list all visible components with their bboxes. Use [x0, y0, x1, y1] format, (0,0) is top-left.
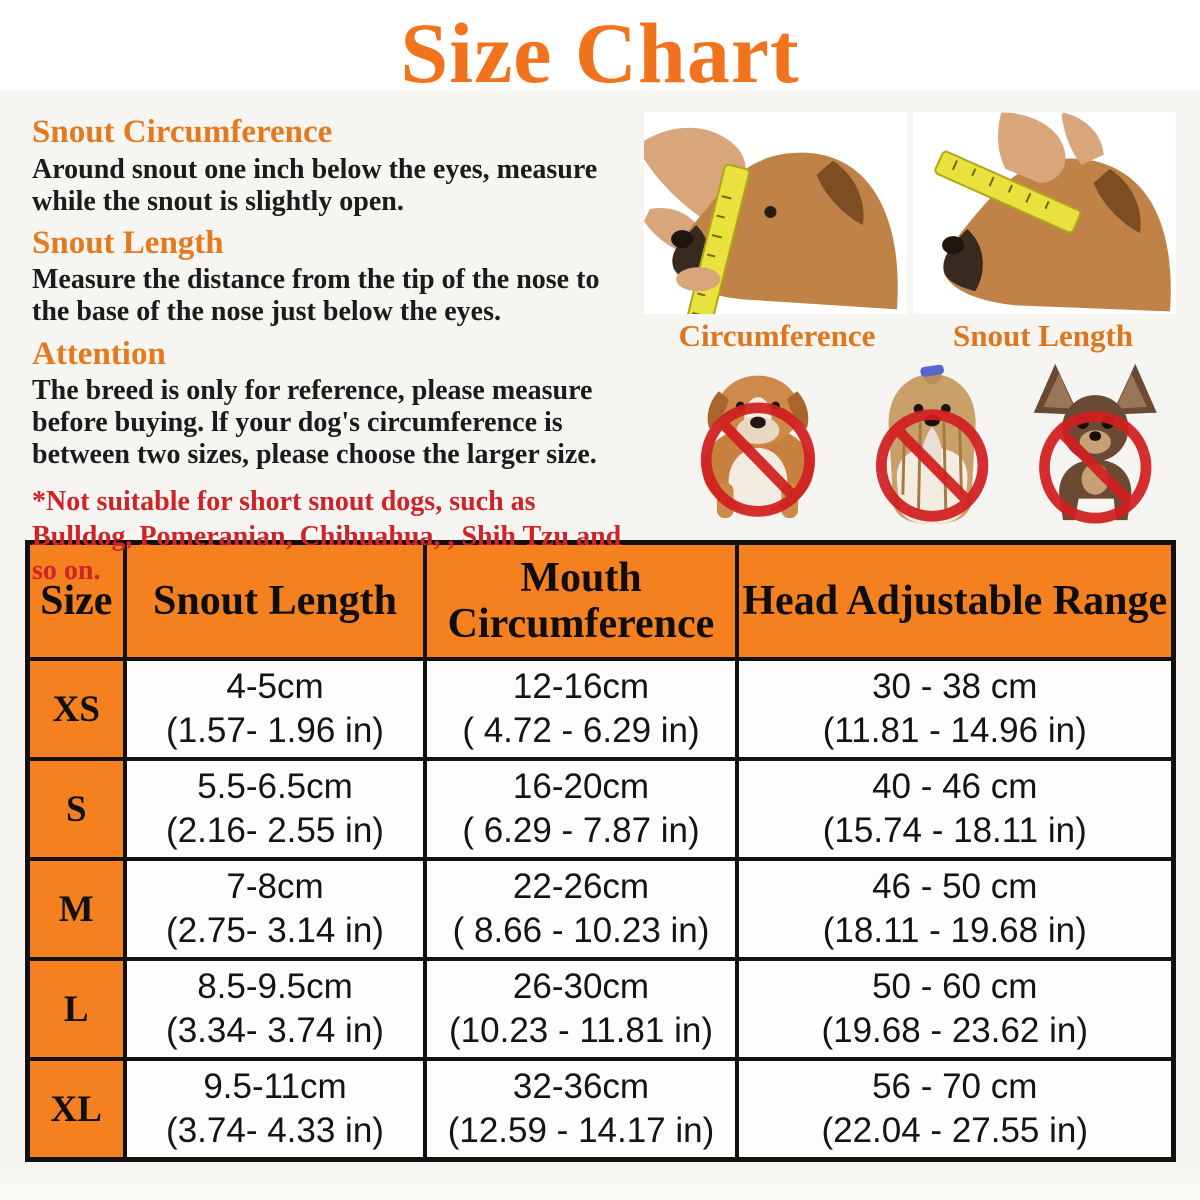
head-range-cell-inches: (22.04 - 27.55 in) — [821, 1111, 1089, 1151]
head-range-cell-inches: (19.68 - 23.62 in) — [821, 1011, 1089, 1051]
snout-length-cell-inches: (3.74- 4.33 in) — [166, 1111, 384, 1151]
snout-length-cell-inches: (3.34- 3.74 in) — [166, 1011, 384, 1051]
page-title: Size Chart — [400, 5, 800, 101]
label-circumference: Circumference — [678, 318, 876, 354]
mouth-circumference-cell-inches: ( 8.66 - 10.23 in) — [452, 911, 710, 951]
snout-length-cell-cm: 4-5cm — [226, 666, 324, 706]
table-row — [27, 759, 1173, 859]
mouth-circumference-cell-inches: ( 6.29 - 7.87 in) — [462, 811, 700, 851]
size-table — [25, 540, 1176, 1162]
excluded-breeds — [644, 356, 1176, 530]
head-range-cell-inches: (15.74 - 18.11 in) — [822, 811, 1087, 851]
head-range-cell — [737, 1059, 1173, 1160]
excluded-breed-bulldog — [672, 358, 843, 526]
instructions-panel — [32, 112, 638, 586]
snout-length-cell — [125, 959, 425, 1059]
size-cell: XL — [27, 1059, 125, 1160]
mouth-circumference-cell — [425, 959, 737, 1059]
label-snout-length: Snout Length — [952, 318, 1134, 354]
table-row — [27, 1059, 1173, 1160]
section-body-attention: The breed is only for reference, please measure before buying. lf your dog's circumference is between two sizes, please choose the larger size. — [32, 374, 597, 471]
col-header-mouth-circumference: Mouth Circumference — [425, 543, 737, 660]
snout-length-cell-cm: 7-8cm — [226, 866, 324, 906]
snout-length-cell — [125, 859, 425, 959]
mouth-circumference-cell-inches: (12.59 - 14.17 in) — [447, 1111, 715, 1151]
size-cell: S — [27, 759, 125, 859]
head-range-cell-cm: 50 - 60 cm — [872, 966, 1038, 1006]
head-range-cell-cm: 30 - 38 cm — [872, 666, 1038, 706]
snout-length-cell-cm: 5.5-6.5cm — [197, 766, 353, 806]
bulldog-illustration — [672, 358, 843, 526]
head-range-cell-cm: 46 - 50 cm — [872, 866, 1038, 906]
section-heading-snout-circumference: Snout Circumference — [32, 114, 333, 151]
measure-circumference-illustration — [644, 112, 907, 314]
photo-labels — [644, 318, 1176, 354]
size-table-body — [27, 659, 1173, 1160]
snout-length-cell-inches: (1.57- 1.96 in) — [166, 711, 384, 751]
head-range-cell-inches: (18.11 - 19.68 in) — [822, 911, 1087, 951]
size-cell: L — [27, 959, 125, 1059]
head-range-cell — [737, 859, 1173, 959]
col-header-size: Size — [27, 543, 125, 660]
head-range-cell-cm: 40 - 46 cm — [872, 766, 1038, 806]
head-range-cell — [737, 759, 1173, 859]
measuring-photos — [644, 112, 1176, 314]
col-header-snout-length: Snout Length — [125, 543, 425, 660]
table-row — [27, 959, 1173, 1059]
mouth-circumference-cell-inches: ( 4.72 - 6.29 in) — [462, 711, 700, 751]
mouth-circumference-cell-cm: 16-20cm — [512, 766, 650, 806]
mouth-circumference-cell-cm: 26-30cm — [512, 966, 650, 1006]
mouth-circumference-cell — [425, 759, 737, 859]
excluded-breed-shih-tzu — [854, 358, 1010, 526]
head-range-cell-cm: 56 - 70 cm — [872, 1066, 1038, 1106]
upper-content — [0, 98, 1200, 586]
head-range-cell — [737, 659, 1173, 759]
snout-length-cell-inches: (2.16- 2.55 in) — [166, 811, 384, 851]
photo-measure-snout-length — [913, 112, 1176, 314]
snout-length-cell-cm: 8.5-9.5cm — [197, 966, 353, 1006]
section-body-snout-length: Measure the distance from the tip of the nose to the base of the nose just below the eyes. — [32, 264, 600, 328]
mouth-circumference-cell — [425, 1059, 737, 1160]
section-body-snout-circumference: Around snout one inch below the eyes, measure while the snout is slightly open. — [32, 153, 598, 217]
mouth-circumference-cell-cm: 22-26cm — [512, 866, 650, 906]
mouth-circumference-cell-inches: (10.23 - 11.81 in) — [449, 1011, 713, 1051]
snout-length-cell — [125, 1059, 425, 1160]
snout-length-cell — [125, 659, 425, 759]
table-row — [27, 859, 1173, 959]
chihuahua-illustration — [1022, 358, 1169, 526]
head-range-cell — [737, 959, 1173, 1059]
section-heading-attention: Attention — [32, 335, 166, 372]
table-row — [27, 659, 1173, 759]
measure-snout-length-illustration — [913, 112, 1176, 314]
mouth-circumference-cell-cm: 32-36cm — [512, 1066, 650, 1106]
shih-tzu-illustration — [854, 358, 1010, 526]
head-range-cell-inches: (11.81 - 14.96 in) — [822, 711, 1087, 751]
not-suitable-warning: *Not suitable for short snout dogs, such as Bulldog, Pomeranian, Chihuahua, , Shih Tzu and so on. — [32, 486, 622, 586]
size-cell: XS — [27, 659, 125, 759]
mouth-circumference-cell-cm: 12-16cm — [512, 666, 650, 706]
snout-length-cell — [125, 759, 425, 859]
snout-length-cell-cm: 9.5-11cm — [203, 1066, 347, 1106]
col-header-head-range: Head Adjustable Range — [737, 543, 1173, 660]
mouth-circumference-cell — [425, 859, 737, 959]
excluded-breed-chihuahua — [1022, 358, 1169, 526]
size-cell: M — [27, 859, 125, 959]
photo-measure-circumference — [644, 112, 907, 314]
illustrations-panel — [644, 112, 1176, 530]
snout-length-cell-inches: (2.75- 3.14 in) — [166, 911, 384, 951]
section-heading-snout-length: Snout Length — [32, 224, 224, 261]
mouth-circumference-cell — [425, 659, 737, 759]
